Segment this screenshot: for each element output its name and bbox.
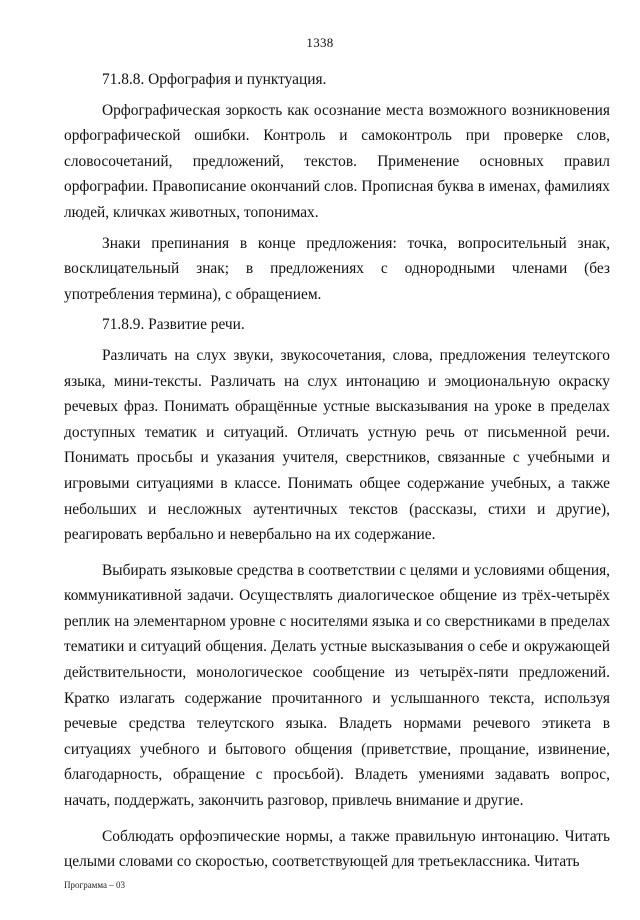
- page-number: 1338: [306, 35, 334, 50]
- paragraph: Соблюдать орфоэпические нормы, а также правильную интонацию. Читать целыми словами со скоростью, соответствующей для третьеклассника. Читать: [64, 827, 610, 871]
- section-heading-speech-development: 71.8.9. Развитие речи.: [102, 316, 245, 334]
- footer-label: Программа – 03: [64, 880, 126, 890]
- section-heading-orthography: 71.8.8. Орфография и пунктуация.: [102, 71, 327, 88]
- paragraph: Выбирать языковые средства в соответствии с целями и условиями общения, коммуникативной задачи. Осуществлять диалогическое общение из трёх-четырёх реплик на элементарном уровне с носителями языка и со сверстниками в пределах тематики и ситуаций общения. Делать устные высказывания о себе и окружающей действительности, монологическое сообщение из четырёх-пяти предложений. Кратко излагать содержание прочитанного и услышанного текста, используя речевые средства телеутского языка. Владеть нормами речевого этикета в ситуациях учебного и бытового общения (приветствие, прощание, извинение, благодарность, обращение с просьбой). Владеть умениями задавать вопрос, начать, поддержать, закончить разговор, привлечь внимание и другие.: [64, 561, 610, 810]
- paragraph: Орфографическая зоркость как осознание места возможного возникновения орфографической ошибки. Контроль и самоконтроль при проверке слов, словосочетаний, предложений, текстов. Применение основных правил орфографии. Правописание окончаний слов. Прописная буква в именах, фамилиях людей, кличках животных, топонимах.: [64, 101, 610, 221]
- paragraph: Знаки препинания в конце предложения: точка, вопросительный знак, восклицательный знак; в предложениях с однородными членами (без употребления термина), с обращением.: [64, 234, 610, 303]
- paragraph: Различать на слух звуки, звукосочетания, слова, предложения телеутского языка, мини-тексты. Различать на слух интонацию и эмоциональную окраску речевых фраз. Понимать обращённые устные высказывания на уроке в пределах доступных тематик и ситуаций. Отличать устную речь от письменной речи. Понимать просьбы и указания учителя, сверстников, связанные с учебными и игровыми ситуациями в классе. Понимать общее содержание учебных, а также небольших и несложных аутентичных текстов (рассказы, стихи и другие), реагировать вербально и невербально на их содержание.: [64, 346, 610, 544]
- page-body: [64, 67, 610, 875]
